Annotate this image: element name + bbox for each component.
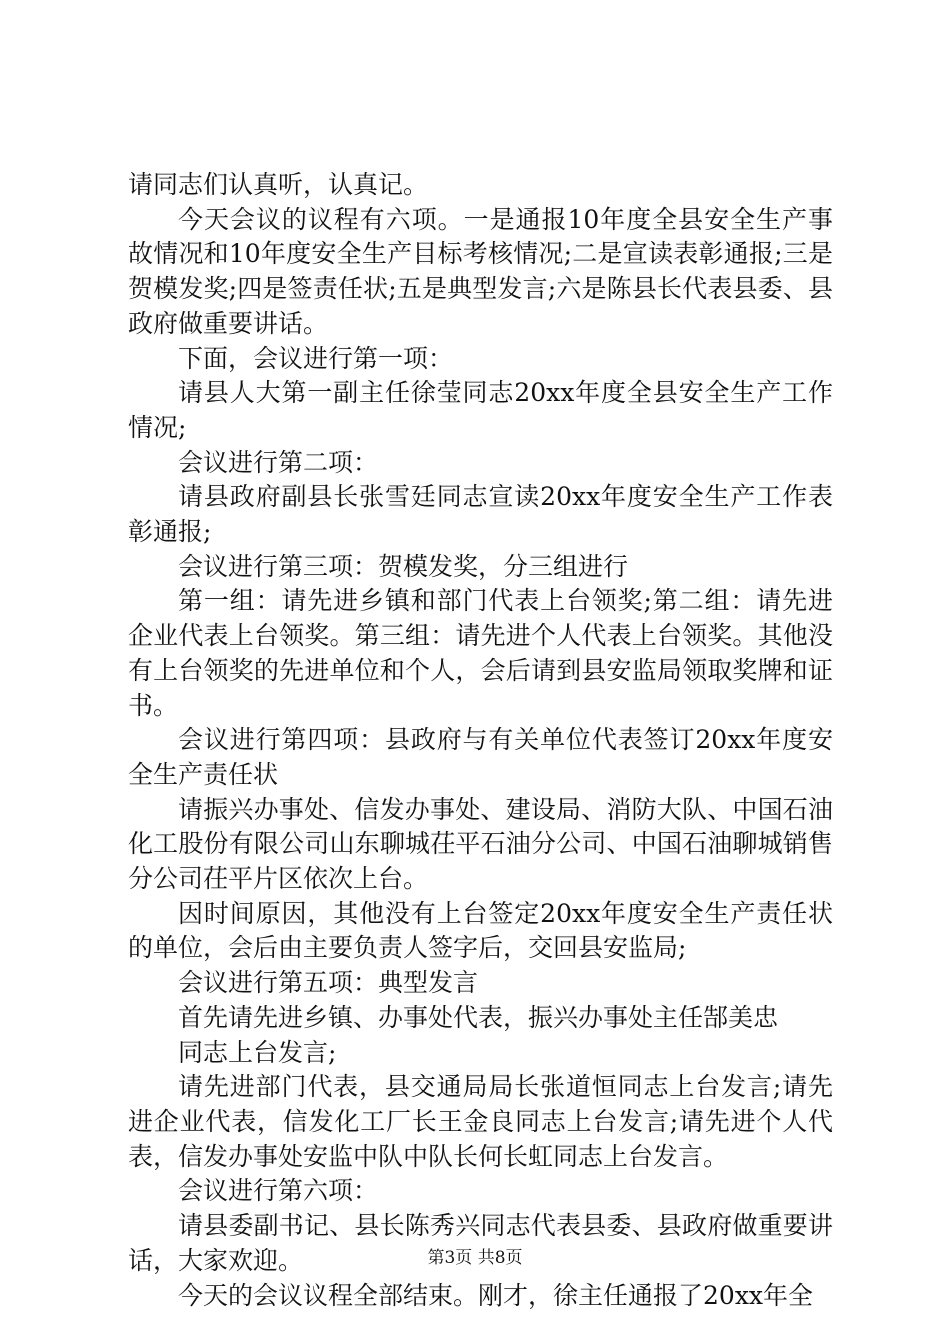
body-paragraph: 会议进行第二项： (178, 447, 379, 477)
body-paragraph: 今天的会议议程全部结束。刚才，徐主任通报了20xx年全 (178, 1280, 814, 1310)
body-paragraph: 下面，会议进行第一项： (178, 343, 454, 373)
body-paragraph: 同志上台发言; (178, 1037, 337, 1067)
body-paragraph: 今天会议的议程有六项。一是通报10年度全县安全生产事故情况和10年度安全生产目标考核情况;二是宣读表彰通报;三是贺模发奖;四是签责任状;五是典型发言;六是陈县长代表县委、县政府做重要讲话。 (128, 204, 833, 338)
body-paragraph: 会议进行第五项：典型发言 (178, 968, 479, 998)
body-paragraph: 请先进部门代表，县交通局局长张道恒同志上台发言;请先进企业代表，信发化工厂长王金良同志上台发言;请先进个人代表，信发办事处安监中队中队长何长虹同志上台发言。 (128, 1072, 833, 1171)
body-paragraph: 首先请先进乡镇、办事处代表，振兴办事处主任郜美忠 (178, 1002, 779, 1032)
body-paragraph: 第一组：请先进乡镇和部门代表上台领奖;第二组：请先进企业代表上台领奖。第三组：请先进个人代表上台领奖。其他没有上台领奖的先进单位和个人，会后请到县安监局领取奖牌和证书。 (128, 586, 833, 720)
document-body (128, 168, 833, 1313)
page-number-footer: 第3页 共8页 (427, 1248, 523, 1268)
body-paragraph: 请同志们认真听，认真记。 (128, 170, 429, 199)
body-paragraph: 会议进行第四项：县政府与有关单位代表签订20xx年度安全生产责任状 (128, 725, 833, 789)
body-paragraph: 请县委副书记、县长陈秀兴同志代表县委、县政府做重要讲话，大家欢迎。 (128, 1211, 833, 1275)
body-paragraph: 请振兴办事处、信发办事处、建设局、消防大队、中国石油化工股份有限公司山东聊城茌平石油分公司、中国石油聊城销售分公司茌平片区依次上台。 (128, 794, 833, 894)
body-paragraph: 会议进行第六项： (178, 1176, 379, 1206)
body-paragraph: 请县人大第一副主任徐莹同志20xx年度全县安全生产工作情况; (128, 378, 833, 442)
body-paragraph: 请县政府副县长张雪廷同志宣读20xx年度安全生产工作表彰通报; (128, 482, 833, 547)
body-paragraph: 因时间原因，其他没有上台签定20xx年度安全生产责任状的单位，会后由主要负责人签字后，交回县安监局; (128, 898, 833, 963)
body-paragraph: 会议进行第三项：贺模发奖，分三组进行 (178, 551, 629, 581)
